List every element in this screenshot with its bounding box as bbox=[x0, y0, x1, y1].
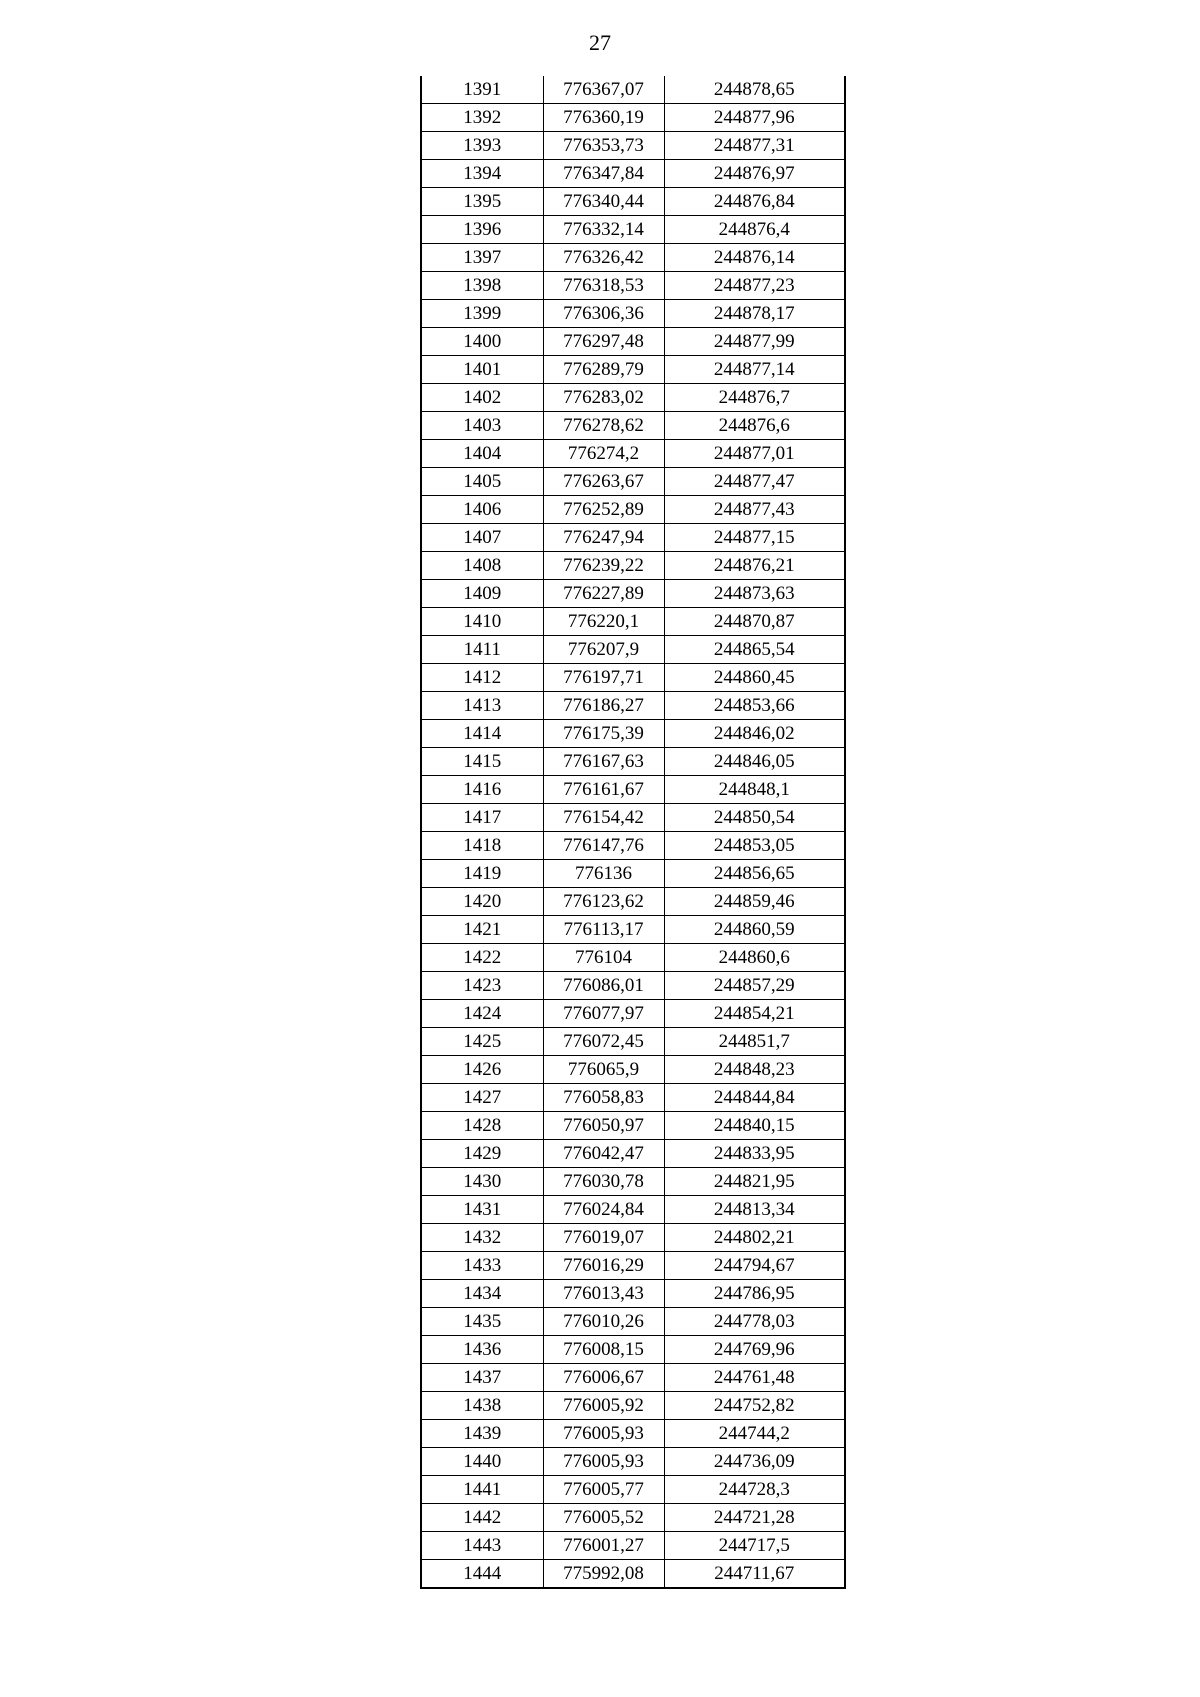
y-coordinate-cell: 244876,7 bbox=[664, 384, 845, 412]
table-row bbox=[421, 132, 845, 160]
point-number-cell: 1396 bbox=[421, 216, 543, 244]
coordinates-table-body bbox=[421, 76, 845, 1588]
x-coordinate-cell: 776024,84 bbox=[543, 1196, 664, 1224]
y-coordinate-cell: 244769,96 bbox=[664, 1336, 845, 1364]
x-coordinate-cell: 776306,36 bbox=[543, 300, 664, 328]
y-coordinate-cell: 244853,05 bbox=[664, 832, 845, 860]
x-coordinate-cell: 776353,73 bbox=[543, 132, 664, 160]
y-coordinate-cell: 244846,05 bbox=[664, 748, 845, 776]
y-coordinate-cell: 244876,21 bbox=[664, 552, 845, 580]
table-row bbox=[421, 1140, 845, 1168]
point-number-cell: 1422 bbox=[421, 944, 543, 972]
table-row bbox=[421, 888, 845, 916]
point-number-cell: 1441 bbox=[421, 1476, 543, 1504]
y-coordinate-cell: 244876,4 bbox=[664, 216, 845, 244]
table-row bbox=[421, 1336, 845, 1364]
table-row bbox=[421, 272, 845, 300]
x-coordinate-cell: 776010,26 bbox=[543, 1308, 664, 1336]
table-row bbox=[421, 104, 845, 132]
point-number-cell: 1431 bbox=[421, 1196, 543, 1224]
y-coordinate-cell: 244870,87 bbox=[664, 608, 845, 636]
table-row bbox=[421, 1392, 845, 1420]
point-number-cell: 1443 bbox=[421, 1532, 543, 1560]
y-coordinate-cell: 244865,54 bbox=[664, 636, 845, 664]
table-row bbox=[421, 804, 845, 832]
y-coordinate-cell: 244860,59 bbox=[664, 916, 845, 944]
table-row bbox=[421, 1112, 845, 1140]
point-number-cell: 1415 bbox=[421, 748, 543, 776]
y-coordinate-cell: 244850,54 bbox=[664, 804, 845, 832]
table-row bbox=[421, 1476, 845, 1504]
point-number-cell: 1397 bbox=[421, 244, 543, 272]
point-number-cell: 1411 bbox=[421, 636, 543, 664]
x-coordinate-cell: 776360,19 bbox=[543, 104, 664, 132]
x-coordinate-cell: 776263,67 bbox=[543, 468, 664, 496]
y-coordinate-cell: 244761,48 bbox=[664, 1364, 845, 1392]
y-coordinate-cell: 244878,17 bbox=[664, 300, 845, 328]
x-coordinate-cell: 776005,92 bbox=[543, 1392, 664, 1420]
point-number-cell: 1407 bbox=[421, 524, 543, 552]
table-row bbox=[421, 76, 845, 104]
table-row bbox=[421, 1420, 845, 1448]
point-number-cell: 1406 bbox=[421, 496, 543, 524]
x-coordinate-cell: 776005,93 bbox=[543, 1420, 664, 1448]
point-number-cell: 1417 bbox=[421, 804, 543, 832]
page-number: 27 bbox=[589, 30, 611, 55]
x-coordinate-cell: 776019,07 bbox=[543, 1224, 664, 1252]
y-coordinate-cell: 244876,84 bbox=[664, 188, 845, 216]
point-number-cell: 1419 bbox=[421, 860, 543, 888]
y-coordinate-cell: 244853,66 bbox=[664, 692, 845, 720]
x-coordinate-cell: 776274,2 bbox=[543, 440, 664, 468]
point-number-cell: 1394 bbox=[421, 160, 543, 188]
table-row bbox=[421, 496, 845, 524]
x-coordinate-cell: 776367,07 bbox=[543, 76, 664, 104]
table-row bbox=[421, 1560, 845, 1589]
point-number-cell: 1442 bbox=[421, 1504, 543, 1532]
x-coordinate-cell: 776186,27 bbox=[543, 692, 664, 720]
x-coordinate-cell: 776326,42 bbox=[543, 244, 664, 272]
y-coordinate-cell: 244728,3 bbox=[664, 1476, 845, 1504]
y-coordinate-cell: 244752,82 bbox=[664, 1392, 845, 1420]
y-coordinate-cell: 244860,45 bbox=[664, 664, 845, 692]
y-coordinate-cell: 244873,63 bbox=[664, 580, 845, 608]
point-number-cell: 1437 bbox=[421, 1364, 543, 1392]
table-row bbox=[421, 776, 845, 804]
x-coordinate-cell: 776247,94 bbox=[543, 524, 664, 552]
table-row bbox=[421, 1084, 845, 1112]
table-row bbox=[421, 748, 845, 776]
y-coordinate-cell: 244856,65 bbox=[664, 860, 845, 888]
table-row bbox=[421, 188, 845, 216]
y-coordinate-cell: 244876,6 bbox=[664, 412, 845, 440]
point-number-cell: 1413 bbox=[421, 692, 543, 720]
point-number-cell: 1444 bbox=[421, 1560, 543, 1589]
point-number-cell: 1430 bbox=[421, 1168, 543, 1196]
x-coordinate-cell: 776113,17 bbox=[543, 916, 664, 944]
y-coordinate-cell: 244833,95 bbox=[664, 1140, 845, 1168]
x-coordinate-cell: 776104 bbox=[543, 944, 664, 972]
x-coordinate-cell: 776005,93 bbox=[543, 1448, 664, 1476]
point-number-cell: 1416 bbox=[421, 776, 543, 804]
point-number-cell: 1399 bbox=[421, 300, 543, 328]
point-number-cell: 1425 bbox=[421, 1028, 543, 1056]
table-row bbox=[421, 552, 845, 580]
y-coordinate-cell: 244848,1 bbox=[664, 776, 845, 804]
y-coordinate-cell: 244778,03 bbox=[664, 1308, 845, 1336]
x-coordinate-cell: 776318,53 bbox=[543, 272, 664, 300]
x-coordinate-cell: 776207,9 bbox=[543, 636, 664, 664]
x-coordinate-cell: 776347,84 bbox=[543, 160, 664, 188]
table-row bbox=[421, 384, 845, 412]
point-number-cell: 1402 bbox=[421, 384, 543, 412]
y-coordinate-cell: 244877,47 bbox=[664, 468, 845, 496]
x-coordinate-cell: 776005,77 bbox=[543, 1476, 664, 1504]
table-row bbox=[421, 608, 845, 636]
y-coordinate-cell: 244794,67 bbox=[664, 1252, 845, 1280]
point-number-cell: 1424 bbox=[421, 1000, 543, 1028]
x-coordinate-cell: 776042,47 bbox=[543, 1140, 664, 1168]
table-row bbox=[421, 1252, 845, 1280]
table-row bbox=[421, 1196, 845, 1224]
table-row bbox=[421, 1056, 845, 1084]
x-coordinate-cell: 776161,67 bbox=[543, 776, 664, 804]
x-coordinate-cell: 776072,45 bbox=[543, 1028, 664, 1056]
x-coordinate-cell: 776175,39 bbox=[543, 720, 664, 748]
point-number-cell: 1391 bbox=[421, 76, 543, 104]
table-row bbox=[421, 412, 845, 440]
table-row bbox=[421, 440, 845, 468]
table-row bbox=[421, 1504, 845, 1532]
point-number-cell: 1420 bbox=[421, 888, 543, 916]
x-coordinate-cell: 776086,01 bbox=[543, 972, 664, 1000]
table-row bbox=[421, 468, 845, 496]
x-coordinate-cell: 776123,62 bbox=[543, 888, 664, 916]
x-coordinate-cell: 776006,67 bbox=[543, 1364, 664, 1392]
point-number-cell: 1398 bbox=[421, 272, 543, 300]
x-coordinate-cell: 776016,29 bbox=[543, 1252, 664, 1280]
table-row bbox=[421, 1532, 845, 1560]
point-number-cell: 1421 bbox=[421, 916, 543, 944]
point-number-cell: 1429 bbox=[421, 1140, 543, 1168]
x-coordinate-cell: 776005,52 bbox=[543, 1504, 664, 1532]
point-number-cell: 1439 bbox=[421, 1420, 543, 1448]
table-row bbox=[421, 860, 845, 888]
x-coordinate-cell: 776030,78 bbox=[543, 1168, 664, 1196]
x-coordinate-cell: 776050,97 bbox=[543, 1112, 664, 1140]
x-coordinate-cell: 776013,43 bbox=[543, 1280, 664, 1308]
table-row bbox=[421, 1028, 845, 1056]
y-coordinate-cell: 244854,21 bbox=[664, 1000, 845, 1028]
x-coordinate-cell: 776283,02 bbox=[543, 384, 664, 412]
table-row bbox=[421, 972, 845, 1000]
y-coordinate-cell: 244717,5 bbox=[664, 1532, 845, 1560]
point-number-cell: 1395 bbox=[421, 188, 543, 216]
table-row bbox=[421, 1000, 845, 1028]
point-number-cell: 1408 bbox=[421, 552, 543, 580]
table-row bbox=[421, 244, 845, 272]
y-coordinate-cell: 244877,99 bbox=[664, 328, 845, 356]
point-number-cell: 1426 bbox=[421, 1056, 543, 1084]
y-coordinate-cell: 244851,7 bbox=[664, 1028, 845, 1056]
table-row bbox=[421, 1448, 845, 1476]
x-coordinate-cell: 776147,76 bbox=[543, 832, 664, 860]
table-row bbox=[421, 720, 845, 748]
point-number-cell: 1409 bbox=[421, 580, 543, 608]
y-coordinate-cell: 244736,09 bbox=[664, 1448, 845, 1476]
point-number-cell: 1432 bbox=[421, 1224, 543, 1252]
y-coordinate-cell: 244877,23 bbox=[664, 272, 845, 300]
table-row bbox=[421, 1224, 845, 1252]
x-coordinate-cell: 776154,42 bbox=[543, 804, 664, 832]
point-number-cell: 1404 bbox=[421, 440, 543, 468]
y-coordinate-cell: 244744,2 bbox=[664, 1420, 845, 1448]
y-coordinate-cell: 244877,15 bbox=[664, 524, 845, 552]
table-row bbox=[421, 580, 845, 608]
table-row bbox=[421, 1168, 845, 1196]
y-coordinate-cell: 244802,21 bbox=[664, 1224, 845, 1252]
point-number-cell: 1435 bbox=[421, 1308, 543, 1336]
point-number-cell: 1393 bbox=[421, 132, 543, 160]
table-row bbox=[421, 1364, 845, 1392]
x-coordinate-cell: 775992,08 bbox=[543, 1560, 664, 1589]
y-coordinate-cell: 244821,95 bbox=[664, 1168, 845, 1196]
y-coordinate-cell: 244844,84 bbox=[664, 1084, 845, 1112]
y-coordinate-cell: 244878,65 bbox=[664, 76, 845, 104]
x-coordinate-cell: 776252,89 bbox=[543, 496, 664, 524]
point-number-cell: 1392 bbox=[421, 104, 543, 132]
point-number-cell: 1401 bbox=[421, 356, 543, 384]
table-row bbox=[421, 328, 845, 356]
table-row bbox=[421, 1308, 845, 1336]
y-coordinate-cell: 244846,02 bbox=[664, 720, 845, 748]
table-row bbox=[421, 832, 845, 860]
point-number-cell: 1400 bbox=[421, 328, 543, 356]
table-row bbox=[421, 916, 845, 944]
point-number-cell: 1414 bbox=[421, 720, 543, 748]
x-coordinate-cell: 776239,22 bbox=[543, 552, 664, 580]
table-row bbox=[421, 636, 845, 664]
point-number-cell: 1438 bbox=[421, 1392, 543, 1420]
point-number-cell: 1428 bbox=[421, 1112, 543, 1140]
table-row bbox=[421, 944, 845, 972]
x-coordinate-cell: 776220,1 bbox=[543, 608, 664, 636]
coordinates-table bbox=[420, 76, 846, 1589]
table-row bbox=[421, 524, 845, 552]
y-coordinate-cell: 244877,96 bbox=[664, 104, 845, 132]
x-coordinate-cell: 776197,71 bbox=[543, 664, 664, 692]
point-number-cell: 1418 bbox=[421, 832, 543, 860]
point-number-cell: 1423 bbox=[421, 972, 543, 1000]
x-coordinate-cell: 776058,83 bbox=[543, 1084, 664, 1112]
table-row bbox=[421, 300, 845, 328]
y-coordinate-cell: 244848,23 bbox=[664, 1056, 845, 1084]
point-number-cell: 1433 bbox=[421, 1252, 543, 1280]
y-coordinate-cell: 244711,67 bbox=[664, 1560, 845, 1589]
table-row bbox=[421, 692, 845, 720]
point-number-cell: 1427 bbox=[421, 1084, 543, 1112]
x-coordinate-cell: 776297,48 bbox=[543, 328, 664, 356]
table-row bbox=[421, 1280, 845, 1308]
point-number-cell: 1403 bbox=[421, 412, 543, 440]
table-row bbox=[421, 356, 845, 384]
x-coordinate-cell: 776167,63 bbox=[543, 748, 664, 776]
point-number-cell: 1436 bbox=[421, 1336, 543, 1364]
point-number-cell: 1410 bbox=[421, 608, 543, 636]
x-coordinate-cell: 776227,89 bbox=[543, 580, 664, 608]
x-coordinate-cell: 776008,15 bbox=[543, 1336, 664, 1364]
y-coordinate-cell: 244857,29 bbox=[664, 972, 845, 1000]
x-coordinate-cell: 776136 bbox=[543, 860, 664, 888]
point-number-cell: 1412 bbox=[421, 664, 543, 692]
y-coordinate-cell: 244859,46 bbox=[664, 888, 845, 916]
y-coordinate-cell: 244840,15 bbox=[664, 1112, 845, 1140]
table-row bbox=[421, 664, 845, 692]
point-number-cell: 1434 bbox=[421, 1280, 543, 1308]
y-coordinate-cell: 244877,43 bbox=[664, 496, 845, 524]
y-coordinate-cell: 244876,97 bbox=[664, 160, 845, 188]
y-coordinate-cell: 244877,01 bbox=[664, 440, 845, 468]
y-coordinate-cell: 244877,14 bbox=[664, 356, 845, 384]
point-number-cell: 1440 bbox=[421, 1448, 543, 1476]
point-number-cell: 1405 bbox=[421, 468, 543, 496]
y-coordinate-cell: 244876,14 bbox=[664, 244, 845, 272]
x-coordinate-cell: 776332,14 bbox=[543, 216, 664, 244]
table-row bbox=[421, 160, 845, 188]
y-coordinate-cell: 244877,31 bbox=[664, 132, 845, 160]
x-coordinate-cell: 776065,9 bbox=[543, 1056, 664, 1084]
y-coordinate-cell: 244860,6 bbox=[664, 944, 845, 972]
x-coordinate-cell: 776278,62 bbox=[543, 412, 664, 440]
y-coordinate-cell: 244721,28 bbox=[664, 1504, 845, 1532]
x-coordinate-cell: 776077,97 bbox=[543, 1000, 664, 1028]
x-coordinate-cell: 776001,27 bbox=[543, 1532, 664, 1560]
table-row bbox=[421, 216, 845, 244]
y-coordinate-cell: 244786,95 bbox=[664, 1280, 845, 1308]
x-coordinate-cell: 776340,44 bbox=[543, 188, 664, 216]
y-coordinate-cell: 244813,34 bbox=[664, 1196, 845, 1224]
x-coordinate-cell: 776289,79 bbox=[543, 356, 664, 384]
